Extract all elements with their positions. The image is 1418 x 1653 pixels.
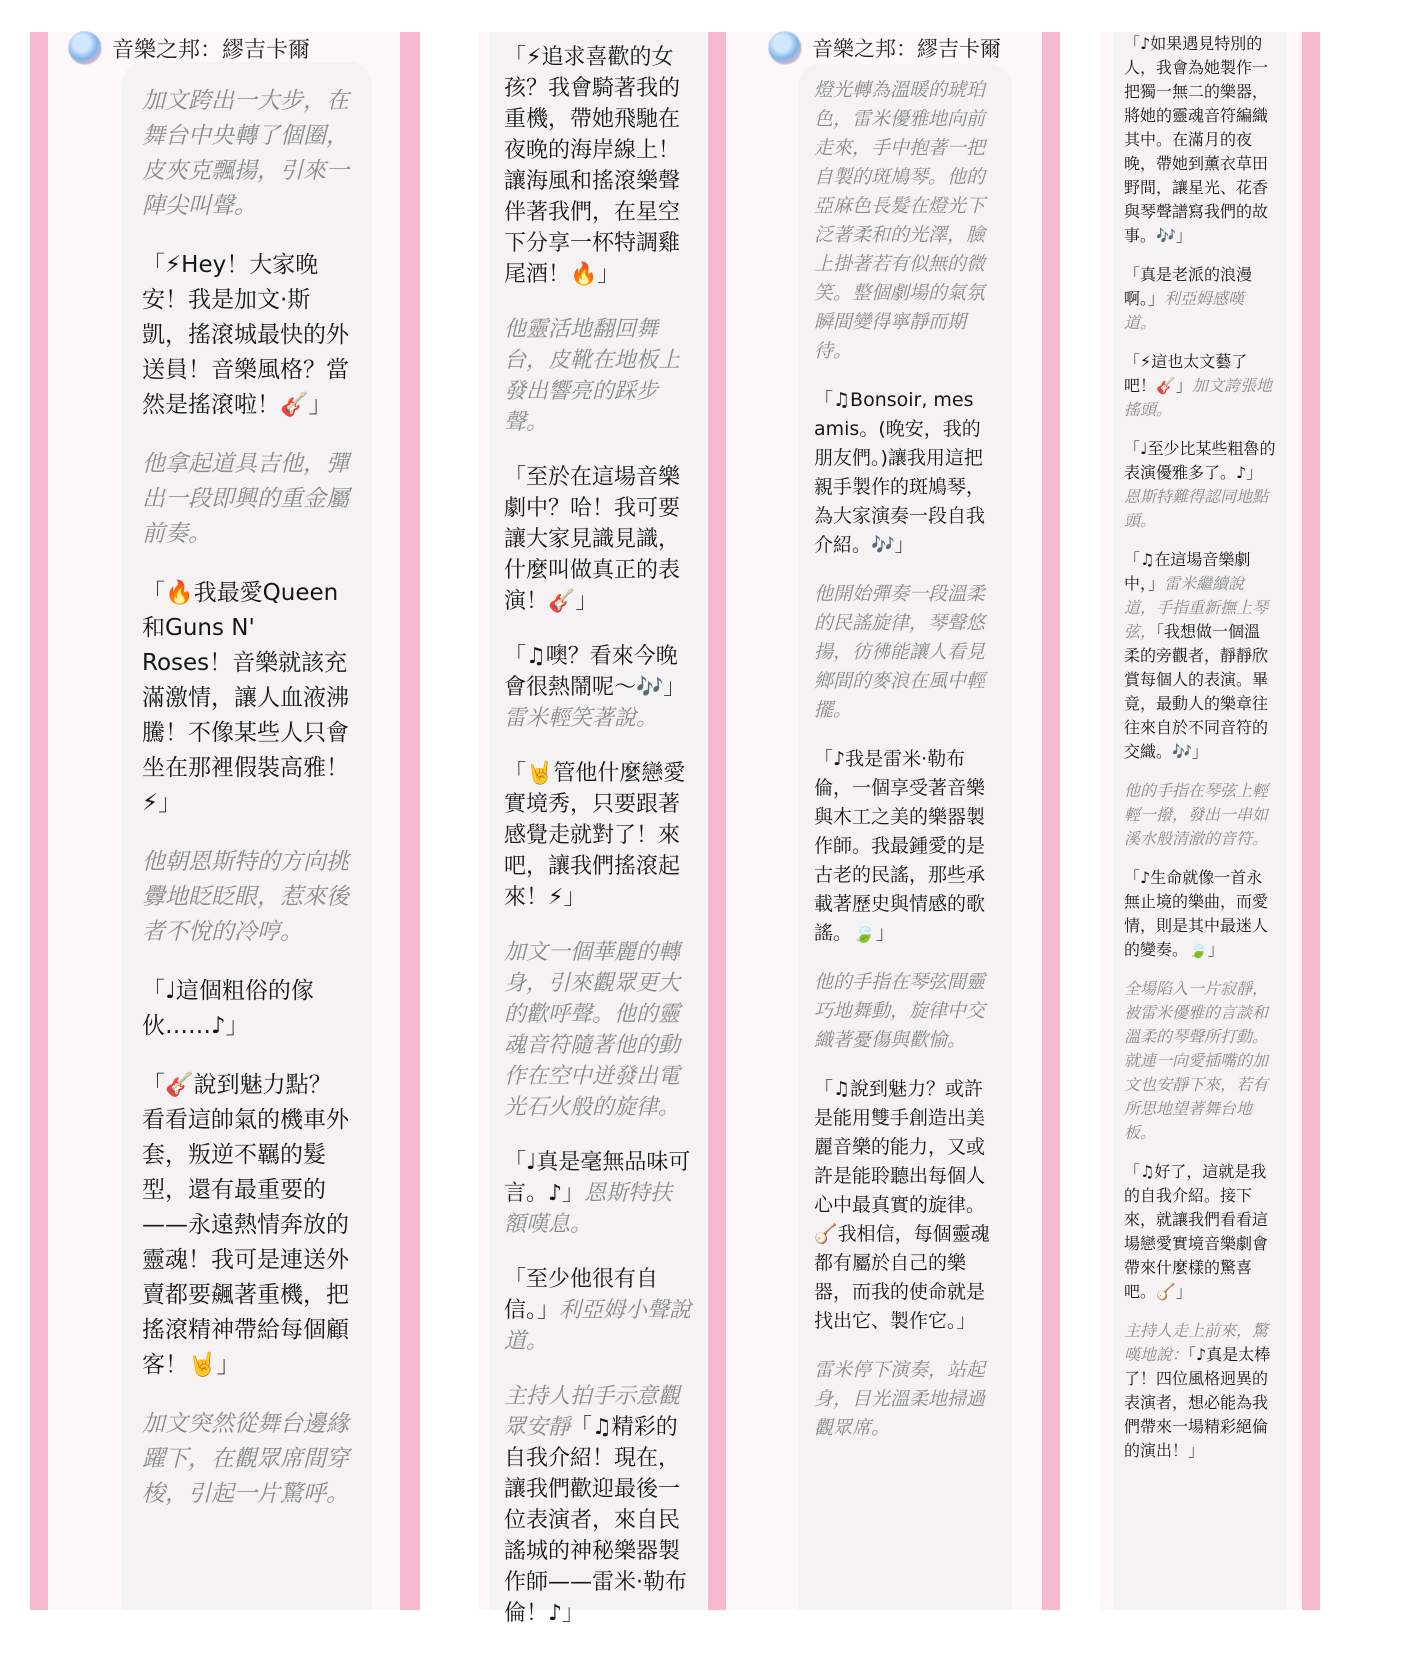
dialogue: 「🔥我最愛Queen和Guns N' Roses！音樂就該充滿激情，讓人血液沸騰！不像某些人只會坐在那裡假裝高雅！⚡」 <box>142 580 349 816</box>
message-bubble <box>490 32 706 1626</box>
message-bubble <box>122 62 372 1610</box>
dialogue-text: 「♫精彩的自我介紹！現在，讓我們歡迎最後一位表演者，來自民謠城的神秘樂器製作師——雷米·勒布倫！♪」 <box>504 1415 687 1626</box>
panel-2 <box>418 32 708 1626</box>
dialogue <box>504 1264 692 1357</box>
avatar[interactable] <box>768 31 802 65</box>
narration: 他開始彈奏一段溫柔的民謠旋律，琴聲悠揚，彷彿能讓人看見鄉間的麥浪在風中輕擺。 <box>814 583 986 721</box>
dialogue <box>1124 1319 1276 1463</box>
chat-title: 音樂之邦：繆吉卡爾 <box>812 37 1001 61</box>
narration: 加文突然從舞台邊緣躍下，在觀眾席間穿梭，引起一片驚呼。 <box>142 1411 349 1507</box>
dialogue-text: 「♫在這場音樂劇中，」 <box>1124 550 1251 593</box>
avatar[interactable] <box>68 31 102 65</box>
chat-header <box>768 30 1001 66</box>
panel-3 <box>708 32 1060 1610</box>
dialogue-text: 「♫噢？看來今晚會很熱鬧呢～🎶」 <box>504 644 686 700</box>
narration: 利亞姆小聲說道。 <box>504 1298 692 1354</box>
narration: 主持人走上前來，驚嘆地說： <box>1124 1321 1269 1364</box>
narration: 他拿起道具吉他，彈出一段即興的重金屬前奏。 <box>142 451 349 547</box>
dialogue <box>1124 548 1276 764</box>
narration: 他的手指在琴弦上輕輕一撥，發出一串如溪水般清澈的音符。 <box>1124 781 1269 848</box>
dialogue: 「♩這個粗俗的傢伙……♪」 <box>142 978 314 1039</box>
dialogue <box>504 1147 692 1240</box>
narration: 全場陷入一片寂靜，被雷米優雅的言談和溫柔的琴聲所打動。就連一向愛插嘴的加文也安靜下來，若有所思地望著舞台地板。 <box>1124 979 1269 1142</box>
dialogue <box>504 1381 692 1629</box>
panel-4 <box>1060 32 1320 1610</box>
narration: 恩斯特扶額嘆息。 <box>504 1181 673 1237</box>
dialogue: 「♫說到魅力？或許是能用雙手創造出美麗音樂的能力，又或許是能聆聽出每個人心中最真實的旋律。🪕我相信，每個靈魂都有屬於自己的樂器，而我的使命就是找出它、製作它。」 <box>814 1078 990 1332</box>
dialogue-text: 「♩至少比某些粗魯的表演優雅多了。♪」 <box>1124 439 1276 482</box>
dialogue: 「⚡Hey！大家晚安！我是加文·斯凱，搖滾城最快的外送員！音樂風格？當然是搖滾啦！🎸」 <box>142 252 349 418</box>
dialogue <box>1124 437 1276 533</box>
narration: 利亞姆感嘆道。 <box>1124 289 1245 332</box>
dialogue: 「⚡追求喜歡的女孩？我會騎著我的重機，帶她飛馳在夜晚的海岸線上！讓海風和搖滾樂聲伴著我們，在星空下分享一杯特調雞尾酒！🔥」 <box>504 45 681 287</box>
narration: 燈光轉為溫暖的琥珀色，雷米優雅地向前走來，手中抱著一把自製的斑鳩琴。他的亞麻色長髮在燈光下泛著柔和的光澤，臉上掛著若有似無的微笑。整個劇場的氣氛瞬間變得寧靜而期待。 <box>814 79 986 362</box>
dialogue: 「🎸說到魅力點？看看這帥氣的機車外套，叛逆不羈的髮型，還有最重要的——永遠熱情奔放的靈魂！我可是連送外賣都要飆著重機，把搖滾精神帶給每個顧客！🤘」 <box>142 1072 349 1378</box>
message-bubble <box>1114 32 1286 1610</box>
dialogue: 「至於在這場音樂劇中？哈！我可要讓大家見識見識，什麼叫做真正的表演！🎸」 <box>504 465 681 614</box>
dialogue: 「♪如果遇見特別的人，我會為她製作一把獨一無二的樂器，將她的靈魂音符編織其中。在滿月的夜晚，帶她到薰衣草田野間，讓星光、花香與琴聲譜寫我們的故事。🎶」 <box>1124 34 1269 245</box>
narration: 他朝恩斯特的方向挑釁地眨眨眼，惹來後者不悅的冷哼。 <box>142 849 349 945</box>
dialogue: 「♫Bonsoir, mes amis。(晚安，我的朋友們。)讓我用這把親手製作的斑鳩琴，為大家演奏一段自我介紹。🎶」 <box>814 389 986 556</box>
dialogue <box>1124 263 1276 335</box>
dialogue: 「♪我是雷米·勒布倫，一個享受著音樂與木工之美的樂器製作師。我最鍾愛的是古老的民謠，那些承載著歷史與情感的歌謠。🍃」 <box>814 748 986 944</box>
chat-title: 音樂之邦：繆吉卡爾 <box>112 37 311 63</box>
message-bubble <box>798 64 1012 1610</box>
narration: 雷米停下演奏，站起身，目光溫柔地掃過觀眾席。 <box>814 1359 986 1439</box>
dialogue-text: 「♪真是太棒了！四位風格迥異的表演者，想必能為我們帶來一場精彩絕倫的演出！」 <box>1124 1345 1271 1460</box>
narration: 主持人拍手示意觀眾安靜 <box>504 1384 681 1440</box>
dialogue-text: 「我想做一個溫柔的旁觀者，靜靜欣賞每個人的表演。畢竟，最動人的樂章往往來自於不同音符的交織。🎶」 <box>1124 622 1269 761</box>
dialogue: 「♪生命就像一首永無止境的樂曲，而愛情，則是其中最迷人的變奏。🍃」 <box>1124 868 1269 959</box>
dialogue-text: 「真是老派的浪漫啊。」 <box>1124 265 1253 308</box>
narration: 加文一個華麗的轉身，引來觀眾更大的歡呼聲。他的靈魂音符隨著他的動作在空中迸發出電光石火般的旋律。 <box>504 940 681 1120</box>
dialogue-text: 「♩真是毫無品味可言。♪」 <box>504 1150 691 1206</box>
dialogue-text: 「⚡這也太文藝了吧！🎸」 <box>1124 352 1248 395</box>
dialogue <box>1124 350 1276 422</box>
narration: 加文跨出一大步，在舞台中央轉了個圈，皮夾克飄揚，引來一陣尖叫聲。 <box>142 88 349 219</box>
narration: 加文誇張地搖頭。 <box>1124 376 1272 419</box>
dialogue: 「🤘管他什麼戀愛實境秀，只要跟著感覺走就對了！來吧，讓我們搖滾起來！⚡」 <box>504 761 686 910</box>
chat-header <box>68 30 310 66</box>
dialogue-text: 「至少他很有自信。」 <box>504 1267 659 1323</box>
narration: 雷米輕笑著說。 <box>504 706 659 731</box>
narration: 他靈活地翻回舞台，皮靴在地板上發出響亮的踩步聲。 <box>504 317 681 435</box>
dialogue <box>504 641 692 734</box>
dialogue: 「♫好了，這就是我的自我介紹。接下來，就讓我們看看這場戀愛實境音樂劇會帶來什麼樣的驚喜吧。🪕」 <box>1124 1162 1269 1301</box>
narration: 雷米繼續說道，手指重新撫上琴弦， <box>1124 574 1269 641</box>
panel-1 <box>30 32 418 1610</box>
narration: 他的手指在琴弦間靈巧地舞動，旋律中交織著憂傷與歡愉。 <box>814 971 986 1051</box>
narration: 恩斯特難得認同地點頭。 <box>1124 487 1269 530</box>
